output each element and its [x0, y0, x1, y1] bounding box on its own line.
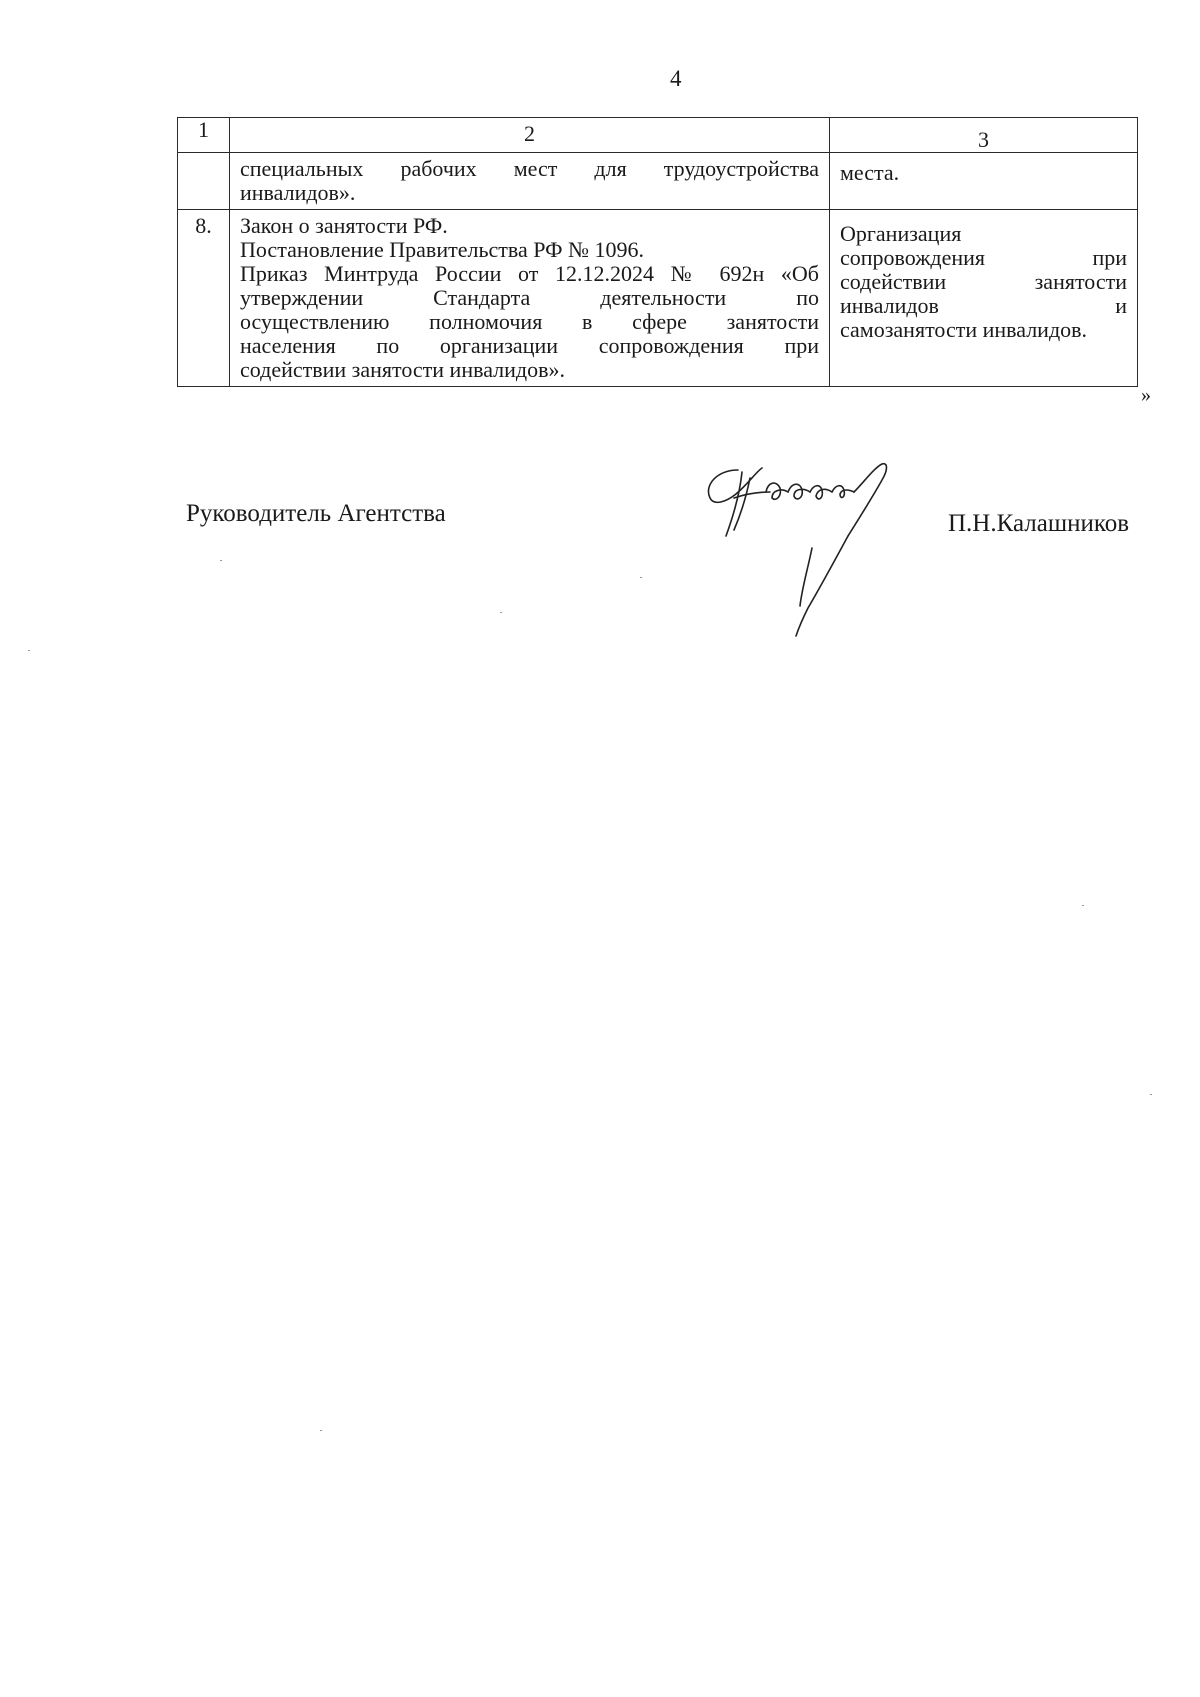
header-col-3: 3: [830, 118, 1138, 153]
scan-speck: [28, 650, 30, 651]
header-col-1: 1: [178, 118, 230, 153]
scan-speck: [640, 577, 642, 578]
header-col-2: 2: [230, 118, 830, 153]
scan-speck: [500, 612, 502, 613]
text-line: Приказ Минтруда России от 12.12.2024 № 692н «Об: [240, 261, 819, 286]
text-line: населения по организации сопровождения при: [240, 333, 819, 358]
scan-speck: [220, 560, 222, 561]
handwritten-signature: [696, 458, 936, 648]
scan-speck: [1082, 905, 1084, 906]
row-continuation-col3: места.: [830, 153, 1138, 210]
text-line: осуществлению полномочия в сфере занятости: [240, 309, 819, 334]
text-line: Организация: [840, 221, 962, 246]
table-header-row: [178, 118, 1138, 153]
row-continuation-num: [178, 153, 230, 210]
table-row: [178, 153, 1138, 210]
text-line: утверждении Стандарта деятельности по: [240, 285, 819, 310]
text-line: сопровождения при: [840, 245, 1127, 270]
scan-speck: [1150, 1094, 1152, 1095]
signatory-name: П.Н.Калашников: [948, 510, 1130, 537]
text-line: специальных рабочих мест для трудоустройства: [240, 156, 819, 181]
row-continuation-text: [230, 153, 830, 210]
table-row: [178, 210, 1138, 387]
page-number: 4: [670, 66, 682, 91]
text-line: Постановление Правительства РФ № 1096.: [240, 237, 644, 262]
row-8-number: 8.: [178, 210, 230, 387]
document-table: [177, 117, 1138, 387]
text-line: содействии занятости: [840, 269, 1127, 294]
row-8-legal-basis: [230, 210, 830, 387]
text-line: инвалидов и: [840, 293, 1127, 318]
scan-speck: [320, 1430, 322, 1431]
closing-quote: »: [1141, 384, 1151, 406]
text-line: содействии занятости инвалидов».: [240, 357, 565, 382]
text-line: инвалидов».: [240, 180, 356, 205]
text-line: Закон о занятости РФ.: [240, 213, 448, 238]
text-line: самозанятости инвалидов.: [840, 317, 1088, 342]
row-8-service: [830, 210, 1138, 387]
signatory-title: Руководитель Агентства: [186, 500, 446, 527]
